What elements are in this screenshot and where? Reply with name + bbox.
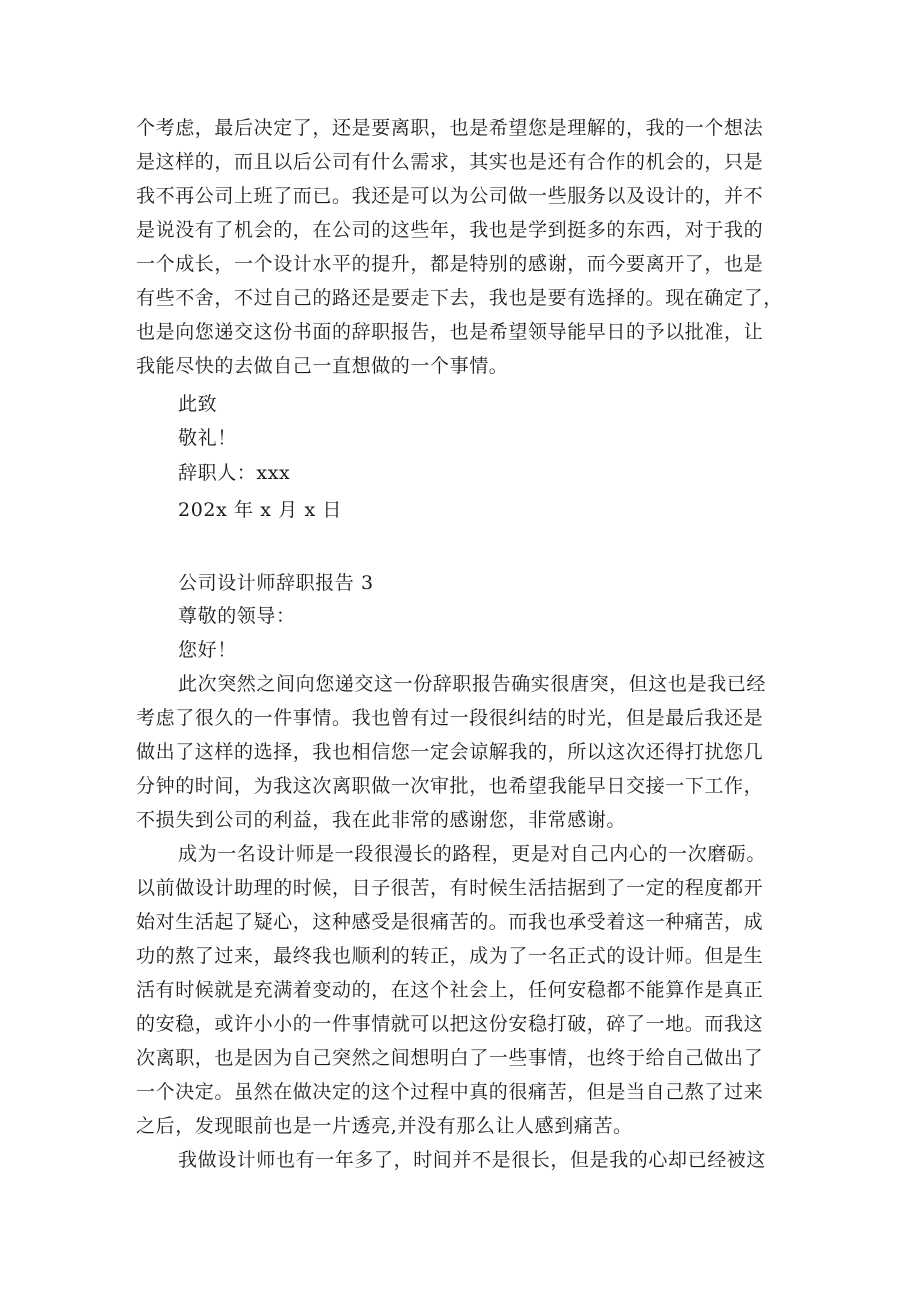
text-line: 不损失到公司的利益，我在此非常的感谢您，非常感谢。	[136, 809, 627, 831]
text-line: 功的熬了过来，最终我也顺利的转正，成为了一名正式的设计师。但是生	[136, 945, 764, 967]
body-paragraph-1	[136, 667, 796, 837]
text-line: 始对生活起了疑心，这种感受是很痛苦的。而我也承受着这一种痛苦，成	[136, 911, 764, 933]
signer-line: 辞职人：xxx	[178, 462, 291, 484]
text-line: 此次突然之间向您递交这一份辞职报告确实很唐突，但这也是我已经	[178, 673, 767, 695]
text-line: 的安稳，或许小小的一件事情就可以把这份安稳打破，碎了一地。而我这	[136, 1013, 764, 1035]
body-paragraph-3	[136, 1143, 796, 1177]
text-line: 有些不舍，不过自己的路还是要走下去，我也是要有选择的。现在确定了，	[136, 287, 783, 309]
text-line: 个考虑，最后决定了，还是要离职，也是希望您是理解的，我的一个想法	[136, 117, 764, 139]
closing-regards: 敬礼！	[178, 427, 237, 449]
greeting: 您好！	[178, 639, 237, 661]
text-line: 是说没有了机会的，在公司的这些年，我也是学到挺多的东西，对于我的	[136, 219, 764, 241]
text-line: 一个成长，一个设计水平的提升，都是特别的感谢，而今要离开了，也是	[136, 253, 764, 275]
text-line: 是这样的，而且以后公司有什么需求，其实也是还有合作的机会的，只是	[136, 151, 764, 173]
text-line: 我能尽快的去做自己一直想做的一个事情。	[136, 355, 509, 377]
text-line: 一个决定。虽然在做决定的这个过程中真的很痛苦，但是当自己熬了过来	[136, 1081, 764, 1103]
text-line: 做出了这样的选择，我也相信您一定会谅解我的，所以这次还得打扰您几	[136, 741, 764, 763]
text-line: 我不再公司上班了而已。我还是可以为公司做一些服务以及设计的，并不	[136, 185, 764, 207]
text-line: 之后，发现眼前也是一片透亮,并没有那么让人感到痛苦。	[136, 1115, 633, 1137]
text-line: 活有时候就是充满着变动的，在这个社会上，任何安稳都不能算作是真正	[136, 979, 764, 1001]
closing-salutation: 此致	[178, 393, 218, 415]
date-line: 202x 年 x 月 x 日	[178, 499, 343, 521]
text-line: 次离职，也是因为自己突然之间想明白了一些事情，也终于给自己做出了	[136, 1047, 764, 1069]
body-paragraph-2	[136, 837, 796, 1143]
text-line: 考虑了很久的一件事情。我也曾有过一段很纠结的时光，但是最后我还是	[136, 707, 764, 729]
text-line: 我做设计师也有一年多了，时间并不是很长，但是我的心却已经被这	[178, 1149, 767, 1171]
text-line: 也是向您递交这份书面的辞职报告，也是希望领导能早日的予以批准，让	[136, 321, 764, 343]
text-line: 分钟的时间，为我这次离职做一次审批，也希望我能早日交接一下工作，	[136, 775, 764, 797]
letter-continuation-paragraph	[136, 111, 796, 383]
text-line: 成为一名设计师是一段很漫长的路程，更是对自己内心的一次磨砺。	[178, 843, 767, 865]
text-line: 以前做设计助理的时候，日子很苦，有时候生活拮据到了一定的程度都开	[136, 877, 764, 899]
addressee: 尊敬的领导：	[178, 605, 296, 627]
section-title: 公司设计师辞职报告 3	[178, 572, 374, 594]
